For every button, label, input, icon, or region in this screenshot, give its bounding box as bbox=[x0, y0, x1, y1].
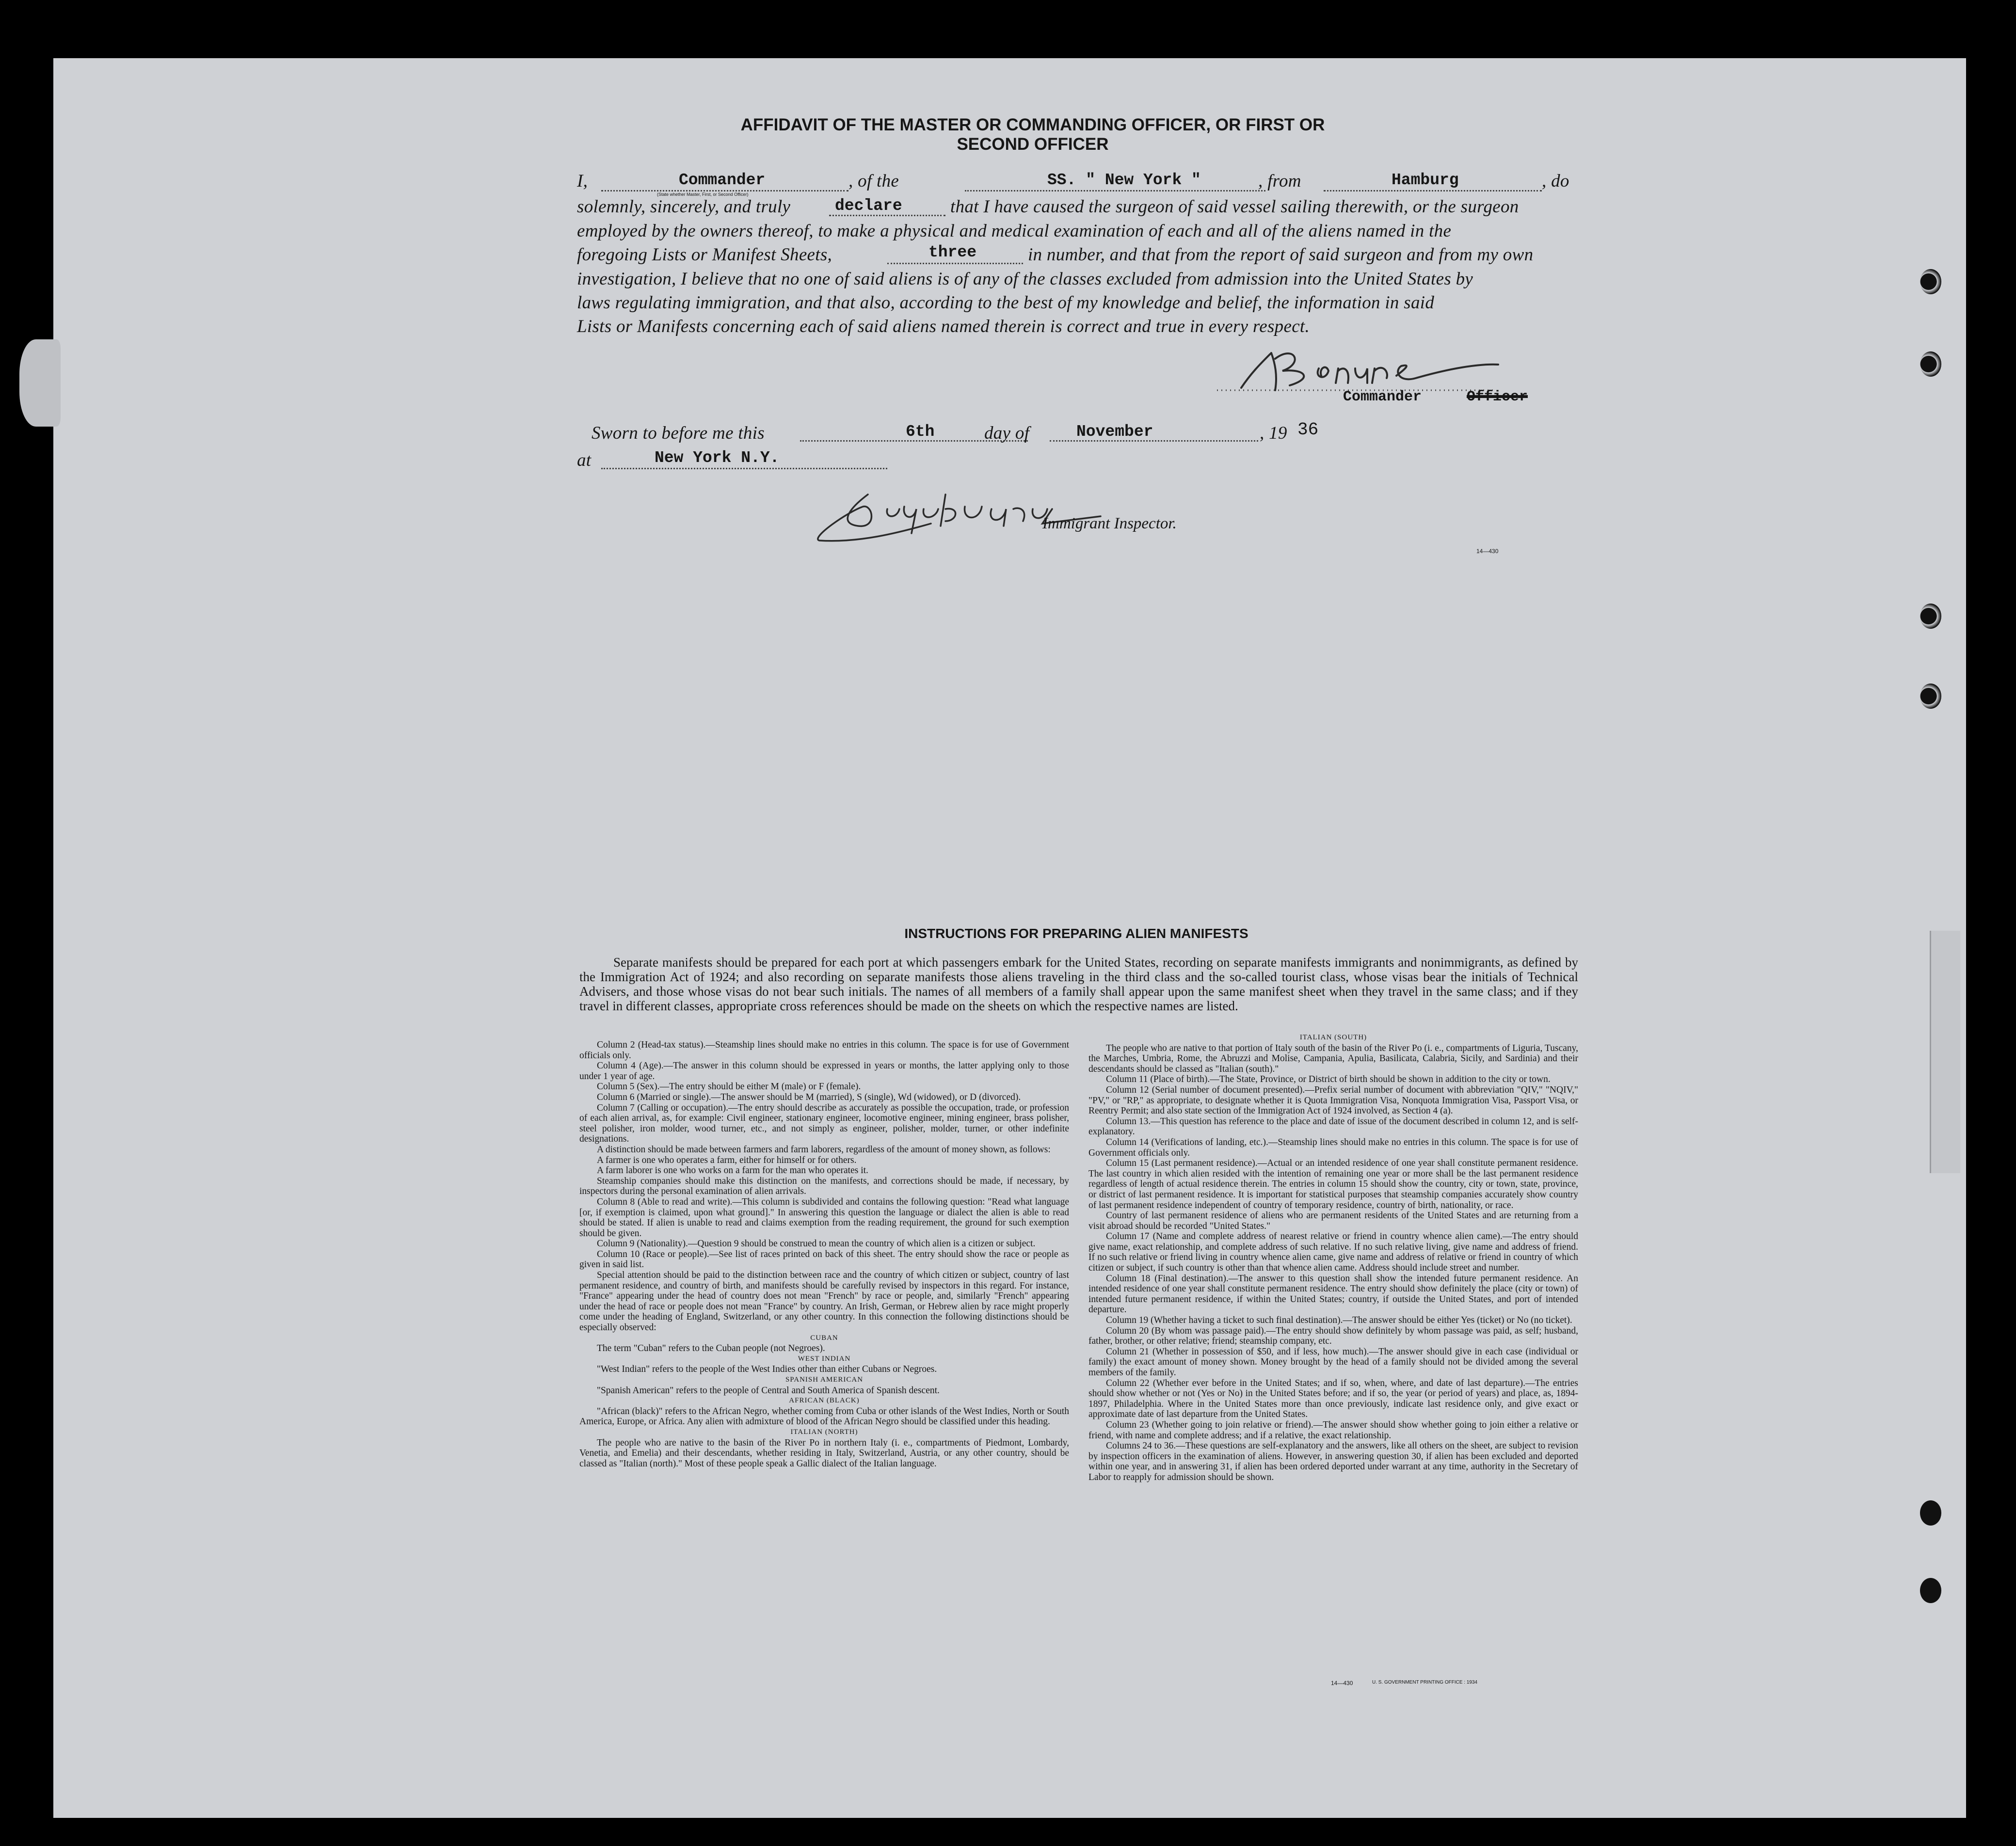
instructions-title: INSTRUCTIONS FOR PREPARING ALIEN MANIFESTS bbox=[904, 926, 1248, 941]
right-paragraph: Column 23 (Whether going to join relative or friend).—The answer should show whether going to join either a relative or friend, with name and complete address; and if a relative, the exact relationship. bbox=[1088, 1419, 1578, 1441]
right-paragraph: The people who are native to that portion of Italy south of the basin of the River Po (i. e., compartments of Liguria, Tuscany, the Marches, Umbria, Rome, the Abruzzi and Molise, Campania, Apulia, Basilicata, Calabria, Sicily, and Sardinia) and their descendants should be classed as "Italian (south)." bbox=[1088, 1043, 1578, 1074]
affidavit-line-7: Lists or Manifests concerning each of said aliens named therein is correct and true in every respect. bbox=[577, 317, 1310, 336]
binder-tab bbox=[1930, 931, 1960, 1173]
section-text-spanish-american: "Spanish American" refers to the people of Central and South America of Spanish descent. bbox=[597, 1385, 940, 1396]
section-text-african: "African (black)" refers to the African Negro, whether coming from Cuba or other islands of the West Indies, North or South America, Europe, or Africa. Any alien with admixture of blood of the African Negro should be classified under this heading. bbox=[579, 1406, 1069, 1427]
sheet-count: three bbox=[928, 243, 977, 261]
sworn-month: November bbox=[1076, 423, 1153, 441]
right-paragraph: Column 11 (Place of birth).—The State, Province, or District of birth should be shown in addition to the city or town. bbox=[1106, 1074, 1551, 1085]
section-heading-african: AFRICAN (BLACK) bbox=[789, 1397, 860, 1405]
sworn-year-suffix: 36 bbox=[1297, 420, 1319, 440]
section-text-italian-north: The people who are native to the basin of the River Po in northern Italy (i. e., compartments of Piedmont, Lombardy, Venetia, and Emelia) and their descendants, whether residing in Italy, Switzerland, Austria, or any other country, should be classed as "Italian (north)." Most of these people speak a Gallic dialect of the Italian language. bbox=[579, 1437, 1069, 1469]
right-paragraph: Column 18 (Final destination).—The answer to this question shall show the intended future permanent residence. An intended residence of one year shall constitute permanent residence. The entry should show definitely the place (city or town) of intended future permanent residence, if within the United States; country, if outside the United States, and port of intended departure. bbox=[1088, 1273, 1578, 1315]
section-heading-italian-south: ITALIAN (SOUTH) bbox=[1299, 1034, 1367, 1041]
section-heading-cuban: CUBAN bbox=[810, 1334, 838, 1342]
form-number: 14—430 bbox=[1476, 548, 1499, 555]
officer-rule bbox=[601, 190, 848, 191]
left-paragraph: Column 9 (Nationality).—Question 9 should be construed to mean the country of which alien is a citizen or subject. bbox=[597, 1239, 1036, 1249]
struck-title: Officer bbox=[1467, 389, 1528, 405]
place-rule bbox=[601, 468, 887, 469]
sworn-place: New York N.Y. bbox=[655, 449, 780, 467]
right-paragraph: Column 20 (By whom was passage paid).—The entry should show definitely by whom passage was paid, as self; husband, father, brother, or other relative; friend; steamship company, etc. bbox=[1088, 1325, 1578, 1347]
section-text-cuban: The term "Cuban" refers to the Cuban people (not Negroes). bbox=[597, 1343, 825, 1354]
commander-signature bbox=[1159, 330, 1527, 398]
inspector-label: Immigrant Inspector. bbox=[1042, 515, 1177, 532]
right-paragraph: Country of last permanent residence of aliens who are permanent residents of the United States and are returning from a visit abroad should be recorded "United States." bbox=[1088, 1210, 1578, 1231]
officer-rank: Commander bbox=[679, 171, 766, 189]
section-heading-west-indian: WEST INDIAN bbox=[798, 1354, 851, 1363]
punch-hole bbox=[1920, 351, 1941, 377]
vessel-name: SS. " New York " bbox=[1047, 171, 1201, 189]
left-paragraph: Column 10 (Race or people).—See list of races printed on back of this sheet. The entry should show the race or people as given in said list. bbox=[579, 1249, 1069, 1270]
footer-form-number: 14—430 bbox=[1331, 1680, 1353, 1687]
left-paragraph: Column 6 (Married or single).—The answer should be M (married), S (single), Wd (widowed), or D (divorced). bbox=[597, 1092, 1021, 1102]
right-paragraph: Column 22 (Whether ever before in the United States; and if so, when, where, and date of last departure).—The entries should show whether or not (Yes or No) in the United States before; and if so, the year (or period of years) and place, as, 1894-1897, Philadelphia. Where in the United States more than once previously, indicate last residence only, and give exact or approximate date of last departure from the United States. bbox=[1088, 1378, 1578, 1420]
torn-edge bbox=[19, 339, 61, 427]
at-label: at bbox=[577, 450, 592, 470]
right-paragraph: Column 12 (Serial number of document presented).—Prefix serial number of document with abbreviation "QIV," "NQIV," "PV," or "RP," as appropriate, to designate whether it is Quota Immigration Visa, Nonquota Immigration Visa, Passport Visa, or Reentry Permit; and also state section of the Immigration Act of 1924 involved, as Section 4 (a). bbox=[1088, 1084, 1578, 1116]
affidavit-line-6: laws regulating immigration, and that also, according to the best of my knowledge and belief, the information in said bbox=[577, 293, 1435, 313]
signatory-title: Commander bbox=[1343, 389, 1422, 405]
left-paragraph: Special attention should be paid to the distinction between race and the country of which citizen or subject, country of last permanent residence, and country of birth, and manifests should be carefully revised by inspectors in this regard. For instance, "France" appearing under the head of country does not mean "French" by race or people, and, similarly "French" appearing under the head of race or people does not mean "France" by country. An Irish, German, or Hebrew alien by race might properly come under the heading of England, Switzerland, or any other country. In this connection the following distinctions should be especially observed: bbox=[579, 1270, 1069, 1333]
left-paragraph: A farm laborer is one who works on a farm for the man who operates it. bbox=[597, 1165, 868, 1176]
officer-note: (State whether Master, First, or Second Officer) bbox=[657, 192, 749, 197]
affidavit-line-4a: foregoing Lists or Manifest Sheets, bbox=[577, 245, 832, 265]
section-heading-spanish-american: SPANISH AMERICAN bbox=[785, 1376, 864, 1384]
count-rule bbox=[887, 263, 1023, 264]
punch-hole bbox=[1920, 1578, 1941, 1603]
left-paragraph: Column 7 (Calling or occupation).—The entry should describe as accurately as possible the occupation, trade, or profession of each alien arrival, as, for example: Civil engineer, stationary engineer, locomotive engineer, mining engineer, brass polisher, steel polisher, iron molder, wood turner, etc., and not simply as engineer, polisher, molder, turner, or other indefinite designations. bbox=[579, 1102, 1069, 1145]
right-paragraph: Column 21 (Whether in possession of $50, and if less, how much).—The answer should give in each case (individual or family) the exact amount of money shown. Money brought by the head of a family should not be divided among the several members of the family. bbox=[1088, 1346, 1578, 1378]
from-label: , from bbox=[1258, 171, 1301, 191]
right-paragraph: Columns 24 to 36.—These questions are self-explanatory and the answers, like all others on the sheet, are subject to revision by inspection officers in the examination of aliens. However, in answering question 30, if alien has been excluded and deported within one year, and in answering 31, if alien has been ordered deported under warrant at any time, authority in the Secretary of Labor to reapply for admission should be shown. bbox=[1088, 1441, 1578, 1482]
day-of-label: day of bbox=[984, 423, 1030, 443]
sworn-label: Sworn to before me this bbox=[592, 423, 765, 443]
do-label: , do bbox=[1542, 171, 1569, 191]
verb-rule bbox=[829, 215, 945, 216]
punch-hole bbox=[1920, 684, 1941, 709]
affidavit-line-5: investigation, I believe that no one of said aliens is of any of the classes excluded from admission into the United States by bbox=[577, 269, 1473, 289]
printing-office-imprint: U. S. GOVERNMENT PRINTING OFFICE : 1934 bbox=[1372, 1680, 1478, 1685]
left-paragraph: Column 2 (Head-tax status).—Steamship lines should make no entries in this column. The space is for use of Government officials only. bbox=[579, 1040, 1069, 1061]
right-paragraph: Column 19 (Whether having a ticket to such final destination).—The answer should be either Yes (ticket) or No (no ticket). bbox=[1106, 1315, 1572, 1326]
vessel-rule bbox=[965, 190, 1265, 191]
declare-word: declare bbox=[835, 197, 902, 215]
right-paragraph: Column 15 (Last permanent residence).—Actual or an intended residence of one year shall constitute permanent residence. The last country in which alien resided with the intention of remaining one year or more shall be the last permanent residence regardless of length of actual residence therein. The entries in column 15 should show the country, city or town, state, province, or district of last permanent residence. It is important for statistical purposes that steamship companies accurately show country of last permanent residence independent of country of temporary residence, country of birth, nationality, or race. bbox=[1088, 1158, 1578, 1210]
instructions-left-column bbox=[579, 1040, 1069, 1469]
year-prefix: , 19 bbox=[1260, 423, 1287, 443]
punch-hole bbox=[1920, 1500, 1941, 1526]
section-heading-italian-north: ITALIAN (NORTH) bbox=[790, 1428, 858, 1436]
affidavit-title: AFFIDAVIT OF THE MASTER OR COMMANDING OFFICER, OR FIRST OR SECOND OFFICER bbox=[740, 115, 1325, 154]
instructions-right-column bbox=[1088, 1033, 1578, 1483]
sworn-day: 6th bbox=[906, 423, 935, 441]
section-text-west-indian: "West Indian" refers to the people of the West Indies other than either Cubans or Negroes. bbox=[597, 1364, 937, 1375]
left-paragraph: Column 4 (Age).—The answer in this column should be expressed in years or months, the latter applying only to those under 1 year of age. bbox=[579, 1061, 1069, 1082]
right-paragraph: Column 17 (Name and complete address of nearest relative or friend in country whence alien came).—The entry should give name, exact relationship, and complete address of such relative. If no such relative living, give name and address of friend. If no such relative or friend living in country whence alien came, give name and address of relative or friend in country of which citizen or subject, if such country is other than that whence alien came. Address should include street and number. bbox=[1088, 1231, 1578, 1273]
affidavit-line-3: employed by the owners thereof, to make a physical and medical examination of each and all of the aliens named in the bbox=[577, 221, 1452, 241]
left-paragraph: Column 5 (Sex).—The entry should be either M (male) or F (female). bbox=[597, 1082, 861, 1092]
right-paragraph: Column 13.—This question has reference to the place and date of issue of the document described in column 12, and is self-explanatory. bbox=[1088, 1116, 1578, 1137]
affidavit-line-4b: in number, and that from the report of said surgeon and from my own bbox=[1028, 245, 1534, 265]
left-paragraph: Column 8 (Able to read and write).—This column is subdivided and contains the following question: "Read what language [or, if exemption is claimed, upon what ground]." In answering this question the language or dialect the alien is able to read should be stated. If alien is unable to read and claims exemption from the reading requirement, the ground for such exemption should be given. bbox=[579, 1196, 1069, 1239]
left-paragraph: A farmer is one who operates a farm, either for himself or for others. bbox=[597, 1155, 857, 1165]
punch-hole bbox=[1920, 604, 1941, 629]
affidavit-line-2a: solemnly, sincerely, and truly bbox=[577, 197, 791, 217]
punch-hole bbox=[1920, 269, 1941, 294]
departure-port: Hamburg bbox=[1392, 171, 1459, 189]
left-paragraph: Steamship companies should make this distinction on the manifests, and corrections should be made, if necessary, by inspectors during the personal examination of alien arrivals. bbox=[579, 1176, 1069, 1197]
left-paragraph: A distinction should be made between farmers and farm laborers, regardless of the amount of money shown, as follows: bbox=[597, 1144, 1051, 1155]
of-the-label: , of the bbox=[848, 171, 899, 191]
affidavit-line-2b: that I have caused the surgeon of said vessel sailing therewith, or the surgeon bbox=[950, 197, 1519, 217]
port-rule bbox=[1324, 190, 1542, 191]
affidavit-i: I, bbox=[577, 171, 588, 191]
manifest-sheet bbox=[53, 58, 1966, 1818]
instructions-intro: Separate manifests should be prepared for each port at which passengers embark for the United States, recording on separate manifests immigrants and nonimmigrants, as defined by the Immigration Act of 1924; and also recording on separate manifests those aliens traveling in the third class and the so-called tourist class, whose visas bear the initials of Technical Advisers, and those whose visas do not bear such initials. The names of all members of a family shall appear upon the same manifest sheet when they travel in the same class; and if they travel in different classes, appropriate cross references should be made on the sheets on which the respective names are listed. bbox=[579, 955, 1578, 1013]
right-paragraph: Column 14 (Verifications of landing, etc.).—Steamship lines should make no entries in this column. The space is for use of Government officials only. bbox=[1088, 1137, 1578, 1158]
